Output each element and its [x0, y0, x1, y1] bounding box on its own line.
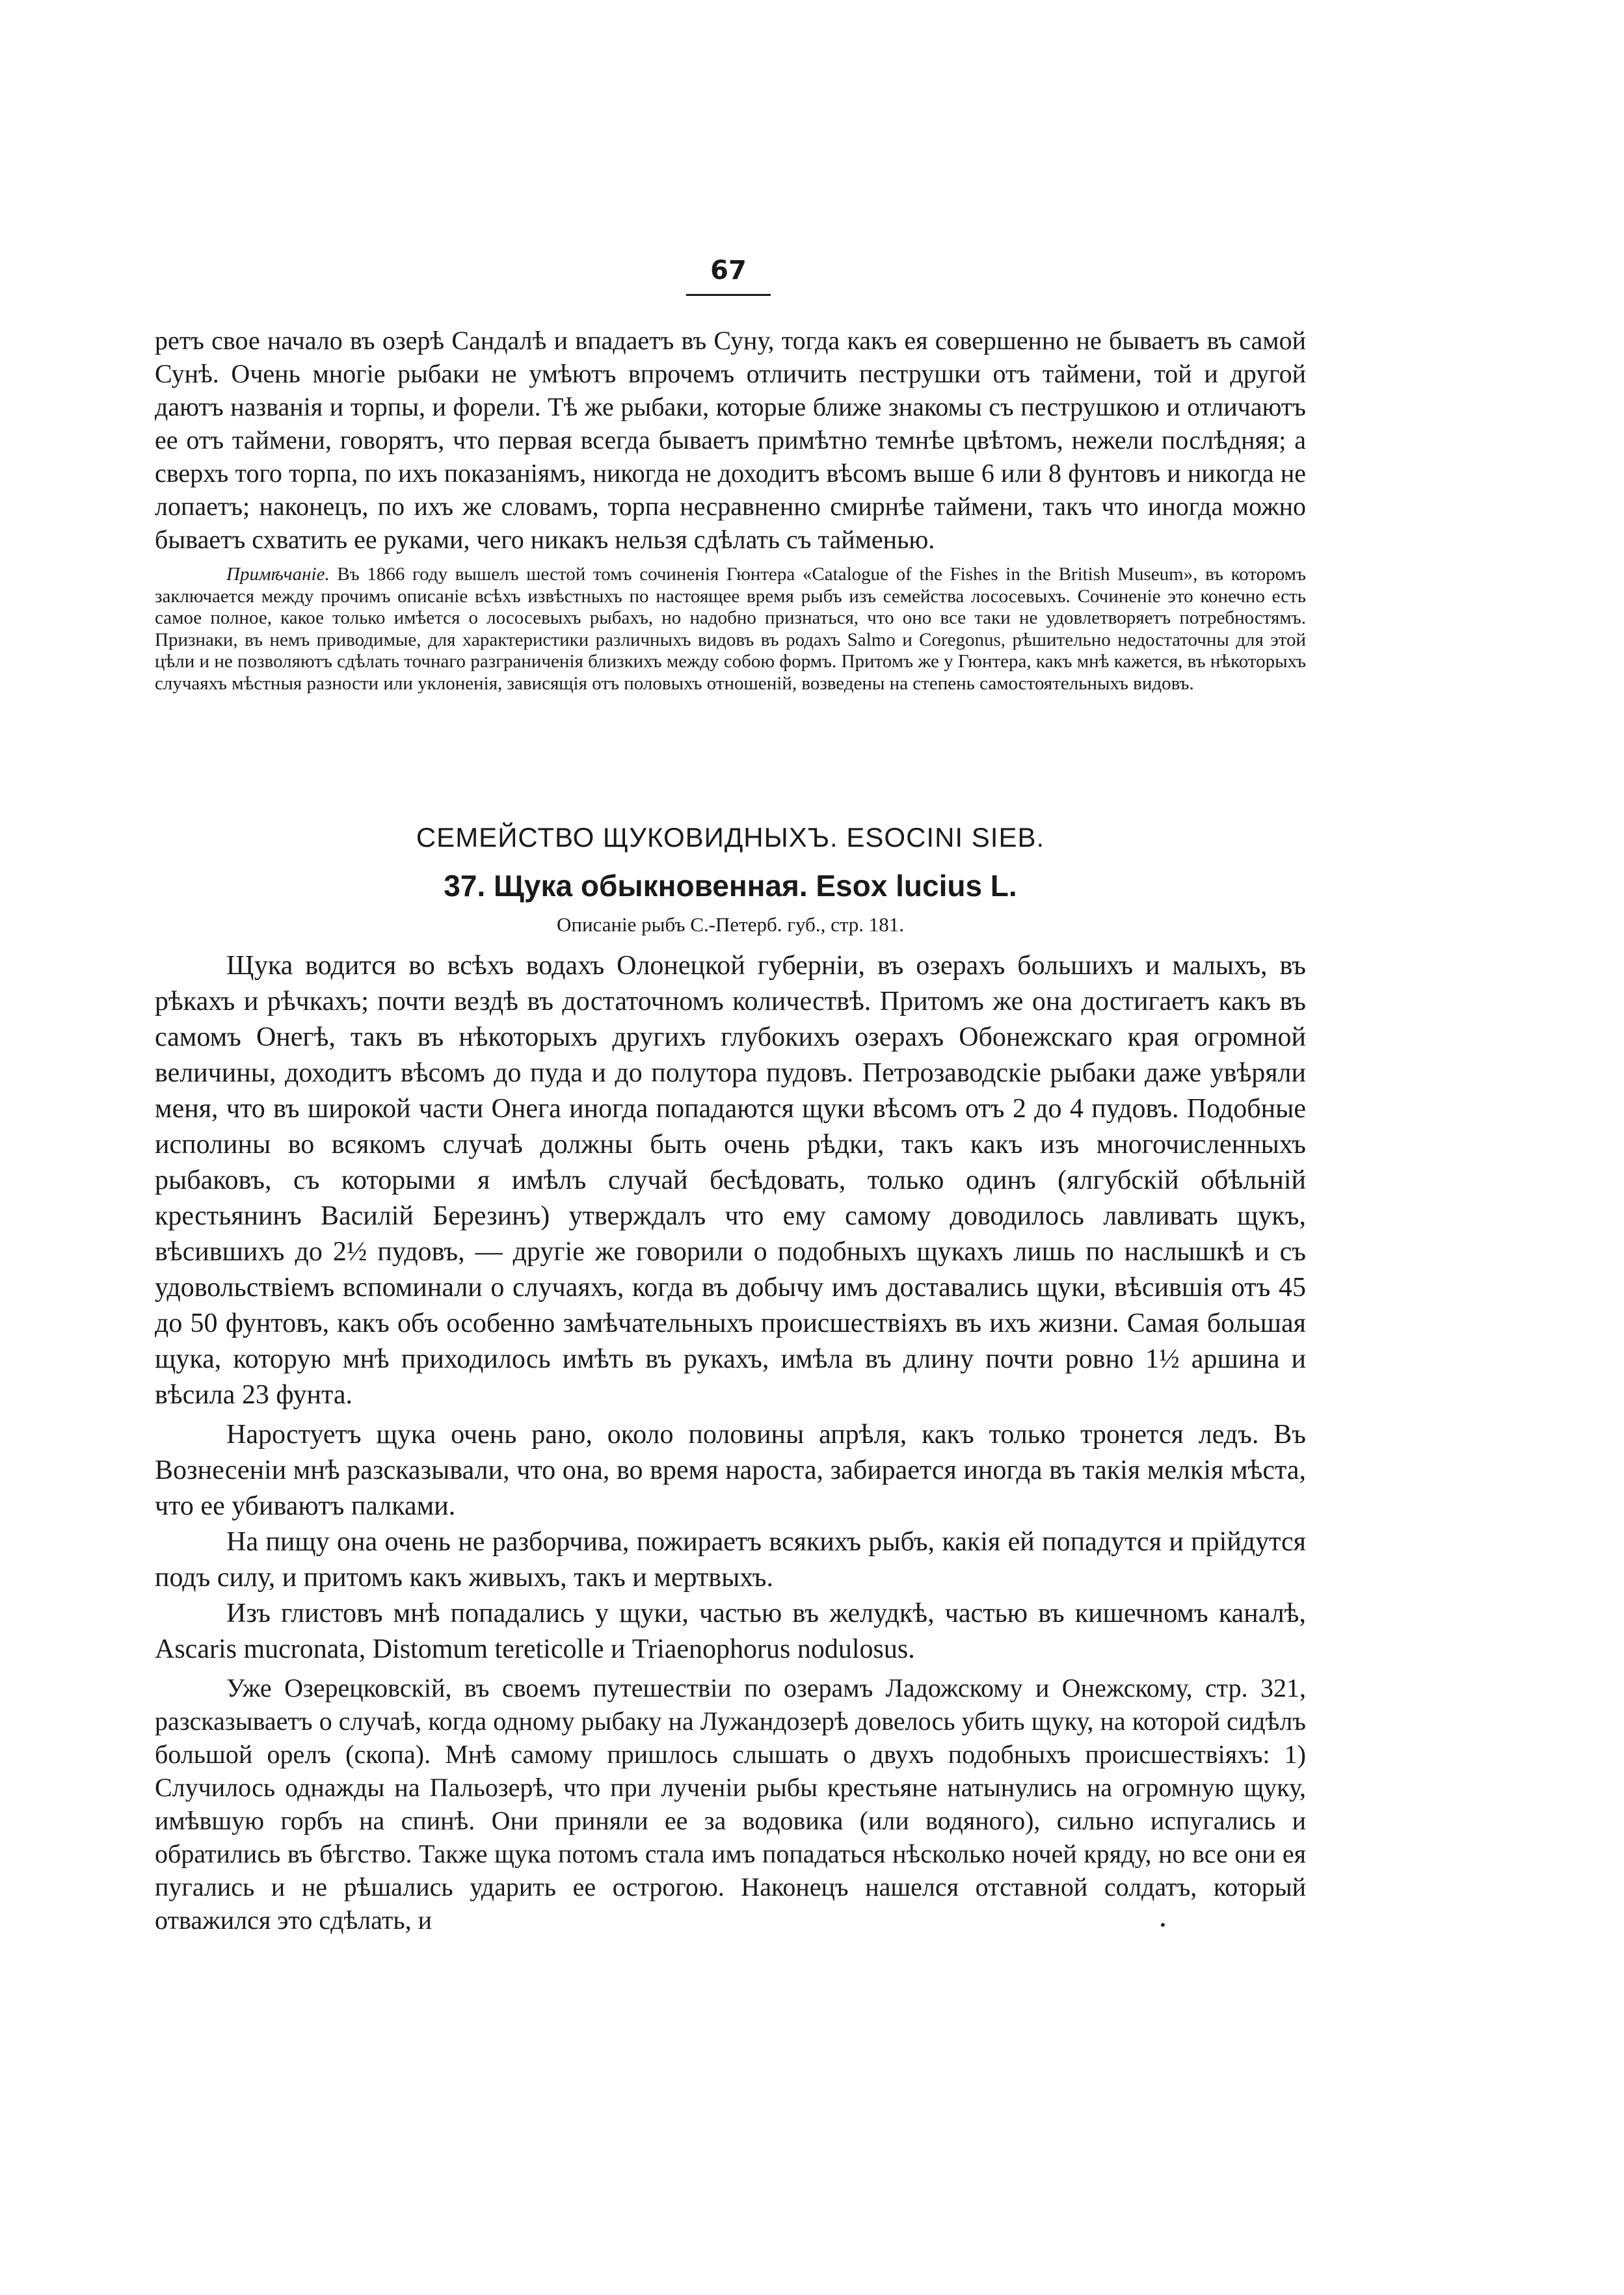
family-heading: СЕМЕЙСТВО ЩУКОВИДНЫХЪ. ESOCINI SIEB.	[416, 822, 1045, 853]
footnote-label: Примѣчаніе.	[226, 564, 330, 585]
footnote	[155, 564, 1306, 695]
paragraph-spawning: Наростуетъ щука очень рано, около половины апрѣля, какъ только тронется ледъ. Въ Вознесеніи мнѣ разсказывали, что она, во время нароста, забирается иногда въ такія мелкія мѣста, что ее убиваютъ палками.	[155, 1420, 1306, 1521]
paragraph-diet: На пищу она очень не разборчива, пожираетъ всякихъ рыбъ, какія ей попадутся и прійдутся подъ силу, и притомъ какъ живыхъ, такъ и мертвыхъ.	[155, 1527, 1306, 1593]
paragraph-legends: Уже Озерецковскій, въ своемъ путешествіи по озерамъ Ладожскому и Онежскому, стр. 321, разсказываетъ о случаѣ, когда одному рыбаку на Лужандозерѣ довелось убить щуку, на которой сидѣлъ большой орелъ (скопа). Мнѣ самому пришлось слышать о двухъ подобныхъ происшествіяхъ: 1) Случилось однажды на Пальозерѣ, что при лученіи рыбы крестьяне натынулись на огромную щуку, имѣвшую горбъ на спинѣ. Они приняли ее за водовика (или водяного), сильно испугались и обратились въ бѣгство. Также щука потомъ стала имъ попадаться нѣсколько ночей кряду, но все они ея пугались и не рѣшались ударить ее острогою. Наконецъ нашелся отставной солдатъ, который отважился это сдѣлать, и	[155, 1673, 1306, 1935]
main-text-block	[155, 948, 1306, 1937]
paragraph-parasites: Изъ глистовъ мнѣ попадались у щуки, частью въ желудкѣ, частью въ кишечномъ каналѣ, Ascaris mucronata, Distomum tereticolle и Triaenophorus nodulosus.	[155, 1599, 1306, 1664]
species-heading: 37. Щука обыкновенная. Esox lucius L.	[444, 869, 1017, 903]
reference-line: Описаніе рыбъ С.-Петерб. губ., стр. 181.	[556, 913, 905, 936]
intro-paragraph: ретъ свое начало въ озерѣ Сандалѣ и впадаетъ въ Суну, тогда какъ ея совершенно не бываетъ въ самой Сунѣ. Очень многіе рыбаки не умѣютъ впрочемъ отличить пеструшки отъ таймени, той и другой даютъ названія и торпы, и форели. Тѣ же рыбаки, которые ближе знакомы съ пеструшкою и отличаютъ ее отъ таймени, говорятъ, что первая всегда бываетъ примѣтно темнѣе цвѣтомъ, нежели послѣдняя; а сверхъ того торпа, по ихъ показаніямъ, никогда не доходитъ вѣсомъ выше 6 или 8 фунтовъ и никогда не лопаетъ; наконецъ, по ихъ же словамъ, торпа несравненно смирнѣе таймени, такъ что иногда можно бываетъ схватить ее руками, чего никакъ нельзя сдѣлать съ тайменью.	[155, 326, 1306, 554]
top-text-block	[155, 324, 1306, 695]
page-number: 67	[710, 256, 747, 285]
footnote-text: Въ 1866 году вышелъ шестой томъ сочиненія Гюнтера «Catalogue of the Fishes in the British Museum», въ которомъ заключается между прочимъ описаніе всѣхъ извѣстныхъ по настоящее время рыбъ изъ семейства лососевыхъ. Сочиненіе это конечно есть самое полное, какое только имѣется о лососевыхъ рыбахъ, но надобно признаться, что оно все таки не удовлетворяетъ потребностямъ. Признаки, въ немъ приводимые, для характеристики различныхъ видовъ въ родахъ Salmo и Coregonus, рѣшительно недостаточны для этой цѣли и не позволяютъ сдѣлать точнаго разграниченія близкихъ между собою формъ. Притомъ же у Гюнтера, какъ мнѣ кажется, въ нѣкоторыхъ случаяхъ мѣстныя разности или уклоненія, зависящія отъ половыхъ отношеній, возведены на степень самостоятельныхъ видовъ.	[155, 564, 1306, 694]
page-number-rule	[686, 294, 771, 296]
paragraph-distribution: Щука водится во всѣхъ водахъ Олонецкой губерніи, въ озерахъ большихъ и малыхъ, въ рѣкахъ и рѣчкахъ; почти вездѣ въ достаточномъ количествѣ. Притомъ же она достигаетъ какъ въ самомъ Онегѣ, такъ въ нѣкоторыхъ другихъ глубокихъ озерахъ Обонежскаго края огромной величины, доходитъ вѣсомъ до пуда и до полутора пудовъ. Петрозаводскіе рыбаки даже увѣряли меня, что въ широкой части Онега иногда попадаются щуки вѣсомъ отъ 2 до 4 пудовъ. Подобные исполины во всякомъ случаѣ должны быть очень рѣдки, такъ какъ изъ многочисленныхъ рыбаковъ, съ которыми я имѣлъ случай бесѣдовать, только одинъ (ялгубскій обѣльній крестьянинъ Василій Березинъ) утверждалъ что ему самому доводилось лавливать щукъ, вѣсившихъ до 2½ пудовъ, — другіе же говорили о подобныхъ щукахъ лишь по наслышкѣ и съ удовольствіемъ вспоминали о случаяхъ, когда въ добычу имъ доставались щуки, вѣсившія отъ 45 до 50 фунтовъ, какъ объ особенно замѣчательныхъ происшествіяхъ въ ихъ жизни. Самая большая щука, которую мнѣ приходилось имѣть въ рукахъ, имѣла въ длину почти ровно 1½ аршина и вѣсила 23 фунта.	[155, 951, 1306, 1410]
stray-print-mark: •	[1159, 1917, 1167, 1933]
